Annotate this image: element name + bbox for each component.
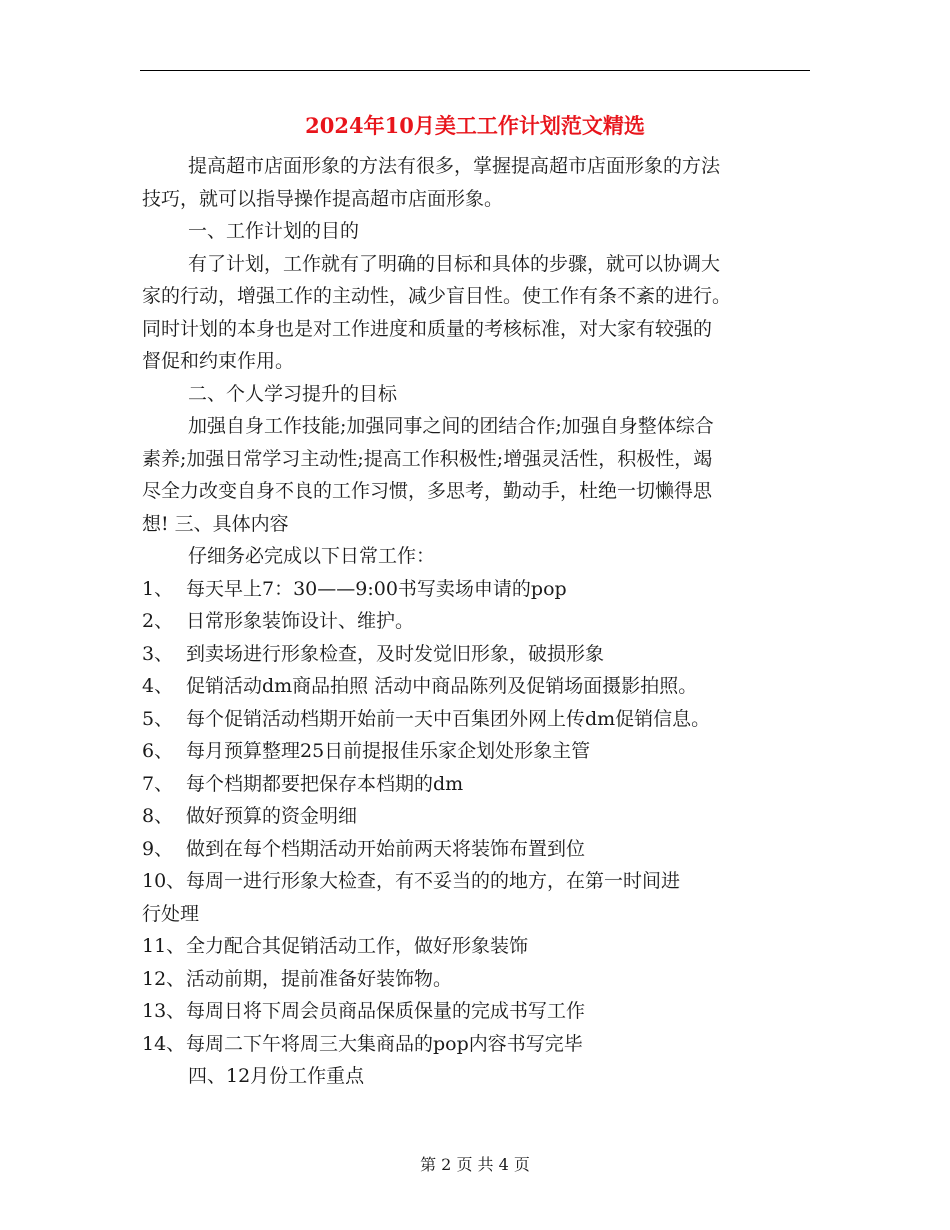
list-item-continuation: 行处理 (142, 902, 200, 925)
list-item-text: 每个档期都要把保存本档期的dm (186, 772, 464, 795)
list-item-number: 8、 (142, 805, 174, 827)
section-2-line-4: 想! 三、具体内容 (142, 512, 289, 535)
list-item-text: 每天早上7：30——9:00书写卖场申请的pop (186, 577, 567, 600)
list-item-number: 1、 (142, 577, 174, 600)
document-body (142, 150, 810, 1093)
list-item (142, 703, 810, 736)
list-item-text: 每周二下午将周三大集商品的pop内容书写完毕 (186, 1032, 583, 1055)
section-2-line-1: 加强自身工作技能;加强同事之间的团结合作;加强自身整体综合 (188, 415, 714, 437)
list-item-number: 14、 (142, 1032, 186, 1055)
list-item-number: 10、 (142, 870, 186, 892)
list-item (142, 833, 810, 866)
section-2-line-3: 尽全力改变自身不良的工作习惯，多思考，勤动手，杜绝一切懒得思 (142, 480, 713, 502)
list-item (142, 995, 810, 1028)
list-item-text: 活动前期，提前准备好装饰物。 (186, 967, 453, 990)
list-item-number: 9、 (142, 837, 174, 860)
list-item (142, 865, 810, 898)
list-item-number: 2、 (142, 610, 174, 632)
section-2-line-2: 素养;加强日常学习主动性;提高工作积极性;增强灵活性，积极性，竭 (142, 447, 713, 470)
page-footer: 第 2 页 共 4 页 (420, 1155, 530, 1174)
section-1-line-3: 同时计划的本身也是对工作进度和质量的考核标准，对大家有较强的 (142, 317, 713, 340)
list-item-text: 每周日将下周会员商品保质保量的完成书写工作 (186, 1000, 586, 1022)
header-rule (140, 70, 810, 71)
list-item (142, 605, 810, 638)
list-item-number: 7、 (142, 772, 174, 795)
section-3-intro: 仔细务必完成以下日常工作： (188, 545, 436, 567)
list-item-text: 到卖场进行形象检查，及时发觉旧形象，破损形象 (186, 642, 605, 665)
list-item-text: 全力配合其促销活动工作，做好形象装饰 (186, 935, 529, 957)
intro-line-1: 提高超市店面形象的方法有很多，掌握提高超市店面形象的方法 (188, 155, 721, 177)
list-item (142, 1028, 810, 1061)
list-item (142, 963, 810, 996)
list-item (142, 930, 810, 963)
list-item (142, 573, 810, 606)
list-item-number: 3、 (142, 642, 174, 665)
section-2-heading: 二、个人学习提升的目标 (188, 382, 398, 405)
list-item-text: 每周一进行形象大检查，有不妥当的的地方，在第一时间进 (186, 870, 681, 892)
list-item (142, 638, 810, 671)
list-item-number: 12、 (142, 967, 186, 990)
list-item-number: 13、 (142, 1000, 186, 1022)
list-item-number: 11、 (142, 935, 186, 957)
intro-line-2: 技巧，就可以指导操作提高超市店面形象。 (142, 187, 504, 210)
list-item-text: 做好预算的资金明细 (186, 805, 358, 827)
list-item (142, 670, 810, 703)
document-title: 2024年10月美工工作计划范文精选 (305, 113, 645, 138)
list-item-number: 6、 (142, 740, 174, 762)
section-1-line-2: 家的行动，增强工作的主动性，减少盲目性。使工作有条不紊的进行。 (142, 285, 732, 307)
list-item-text: 每个促销活动档期开始前一天中百集团外网上传dm促销信息。 (186, 707, 711, 730)
section-1-line-1: 有了计划，工作就有了明确的目标和具体的步骤，就可以协调大 (188, 252, 721, 275)
list-item (142, 735, 810, 768)
list-item-text: 做到在每个档期活动开始前两天将装饰布置到位 (186, 837, 586, 860)
list-item (142, 768, 810, 801)
section-1-line-4: 督促和约束作用。 (142, 350, 295, 372)
list-item-text: 日常形象装饰设计、维护。 (186, 610, 415, 632)
section-4-heading: 四、12月份工作重点 (188, 1065, 365, 1087)
list-item-text: 每月预算整理25日前提报佳乐家企划处形象主管 (186, 740, 591, 762)
list-item-number: 5、 (142, 707, 174, 730)
list-item-text: 促销活动dm商品拍照 活动中商品陈列及促销场面摄影拍照。 (186, 675, 698, 697)
section-1-heading: 一、工作计划的目的 (188, 220, 360, 242)
list-item (142, 800, 810, 833)
list-item-number: 4、 (142, 675, 174, 697)
